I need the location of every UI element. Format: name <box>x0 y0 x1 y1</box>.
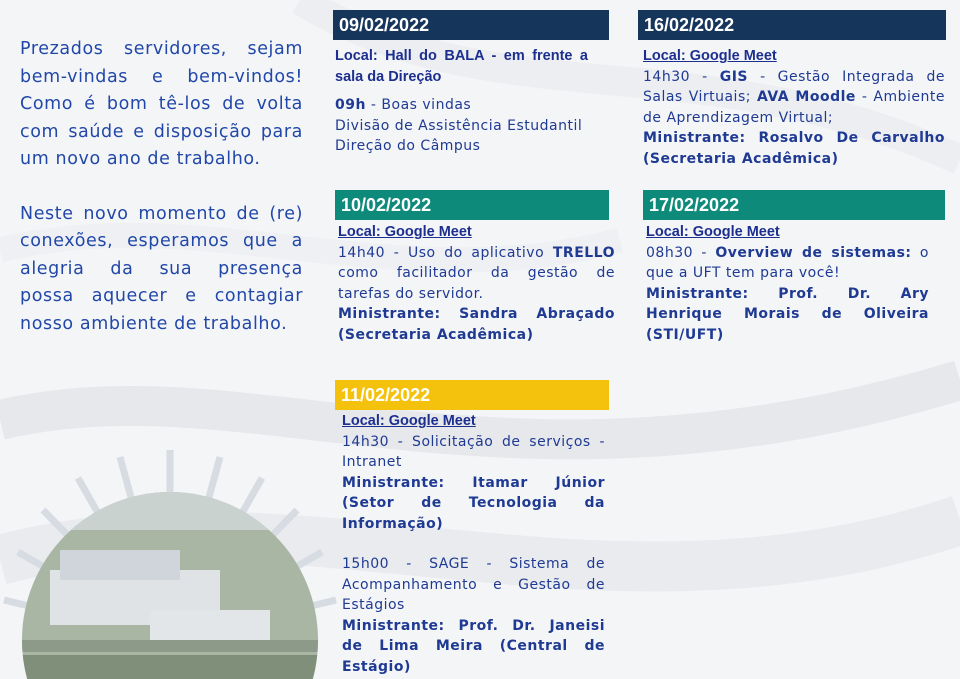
day4-moodle: AVA Moodle <box>756 89 856 105</box>
date-header-17-02: 17/02/2022 <box>643 190 945 220</box>
day4-mid1: - Gestão Integrada de Salas Virtuais; <box>643 68 945 105</box>
day1-line3: Direção do Câmpus <box>335 138 481 154</box>
day2-location: Local: Google Meet <box>338 224 472 240</box>
day4-activity <box>643 67 945 129</box>
day4-speaker: Ministrante: Rosalvo De Carvalho (Secretaria Acadêmica) <box>643 130 945 167</box>
intro-paragraph-1: Prezados servidores, sejam bem-vindas e bem-vindos! Como é bom tê-los de volta com saúde e disposição para um novo ano de trabalho. <box>20 39 303 169</box>
day1-schedule <box>335 46 588 157</box>
day3-speaker1: Ministrante: Itamar Júnior (Setor de Tecnologia da Informação) <box>342 474 605 532</box>
day1-activity <box>335 95 588 116</box>
date-header-10-02: 10/02/2022 <box>335 190 609 220</box>
date-header-09-02: 09/02/2022 <box>333 10 609 40</box>
day2-speaker: Ministrante: Sandra Abraçado (Secretaria Acadêmica) <box>338 306 615 343</box>
day4-gis: GIS <box>719 68 748 85</box>
day5-speaker: Ministrante: Prof. Dr. Ary Henrique Morais de Oliveira (STI/UFT) <box>646 285 929 343</box>
intro-paragraph-2: Neste novo momento de (re) conexões, esperamos que a alegria da sua presença possa aquecer e contagiar nosso ambiente de trabalho. <box>20 203 303 334</box>
day4-time: 14h30 <box>643 68 691 85</box>
date-header-11-02: 11/02/2022 <box>335 380 609 410</box>
day2-schedule <box>338 222 615 345</box>
day2-time: 14h40 <box>338 244 386 261</box>
day1-location: Local: Hall do BALA - em frente a sala da Direção <box>335 48 588 85</box>
date-header-16-02: 16/02/2022 <box>638 10 946 40</box>
day3-speaker2: Ministrante: Prof. Dr. Janeisi de Lima Meira (Central de Estágio) <box>342 617 605 675</box>
intro-text <box>20 36 303 365</box>
day1-activity-text: - Boas vindas <box>365 97 472 113</box>
day2-pre: - Uso do aplicativo <box>385 244 553 261</box>
day5-dash: - <box>693 244 716 261</box>
campus-aerial-photo <box>0 430 340 679</box>
day5-location: Local: Google Meet <box>646 224 780 240</box>
day4-location: Local: Google Meet <box>643 48 777 64</box>
day3-location: Local: Google Meet <box>342 413 476 429</box>
day5-overview: Overview de sistemas: <box>715 244 912 261</box>
day4-mid2: - Ambiente de Aprendizagem Virtual; <box>643 89 945 126</box>
day3-schedule <box>342 411 605 677</box>
day4-schedule <box>643 46 945 169</box>
day5-activity <box>646 243 929 284</box>
day2-trello: TRELLO <box>552 244 615 261</box>
day3-item1: 14h30 - Solicitação de serviços - Intranet <box>342 433 605 470</box>
day2-activity <box>338 243 615 305</box>
day1-line2: Divisão de Assistência Estudantil <box>335 117 583 134</box>
day5-schedule <box>646 222 929 345</box>
day2-post: como facilitador da gestão de tarefas do servidor. <box>338 265 615 302</box>
day4-dash: - <box>690 68 720 85</box>
day5-time: 08h30 <box>646 244 694 261</box>
day3-item2: 15h00 - SAGE - Sistema de Acompanhamento e Gestão de Estágios <box>342 556 605 613</box>
day5-post: o que a UFT tem para você! <box>646 244 929 281</box>
day1-time: 09h <box>335 97 366 113</box>
